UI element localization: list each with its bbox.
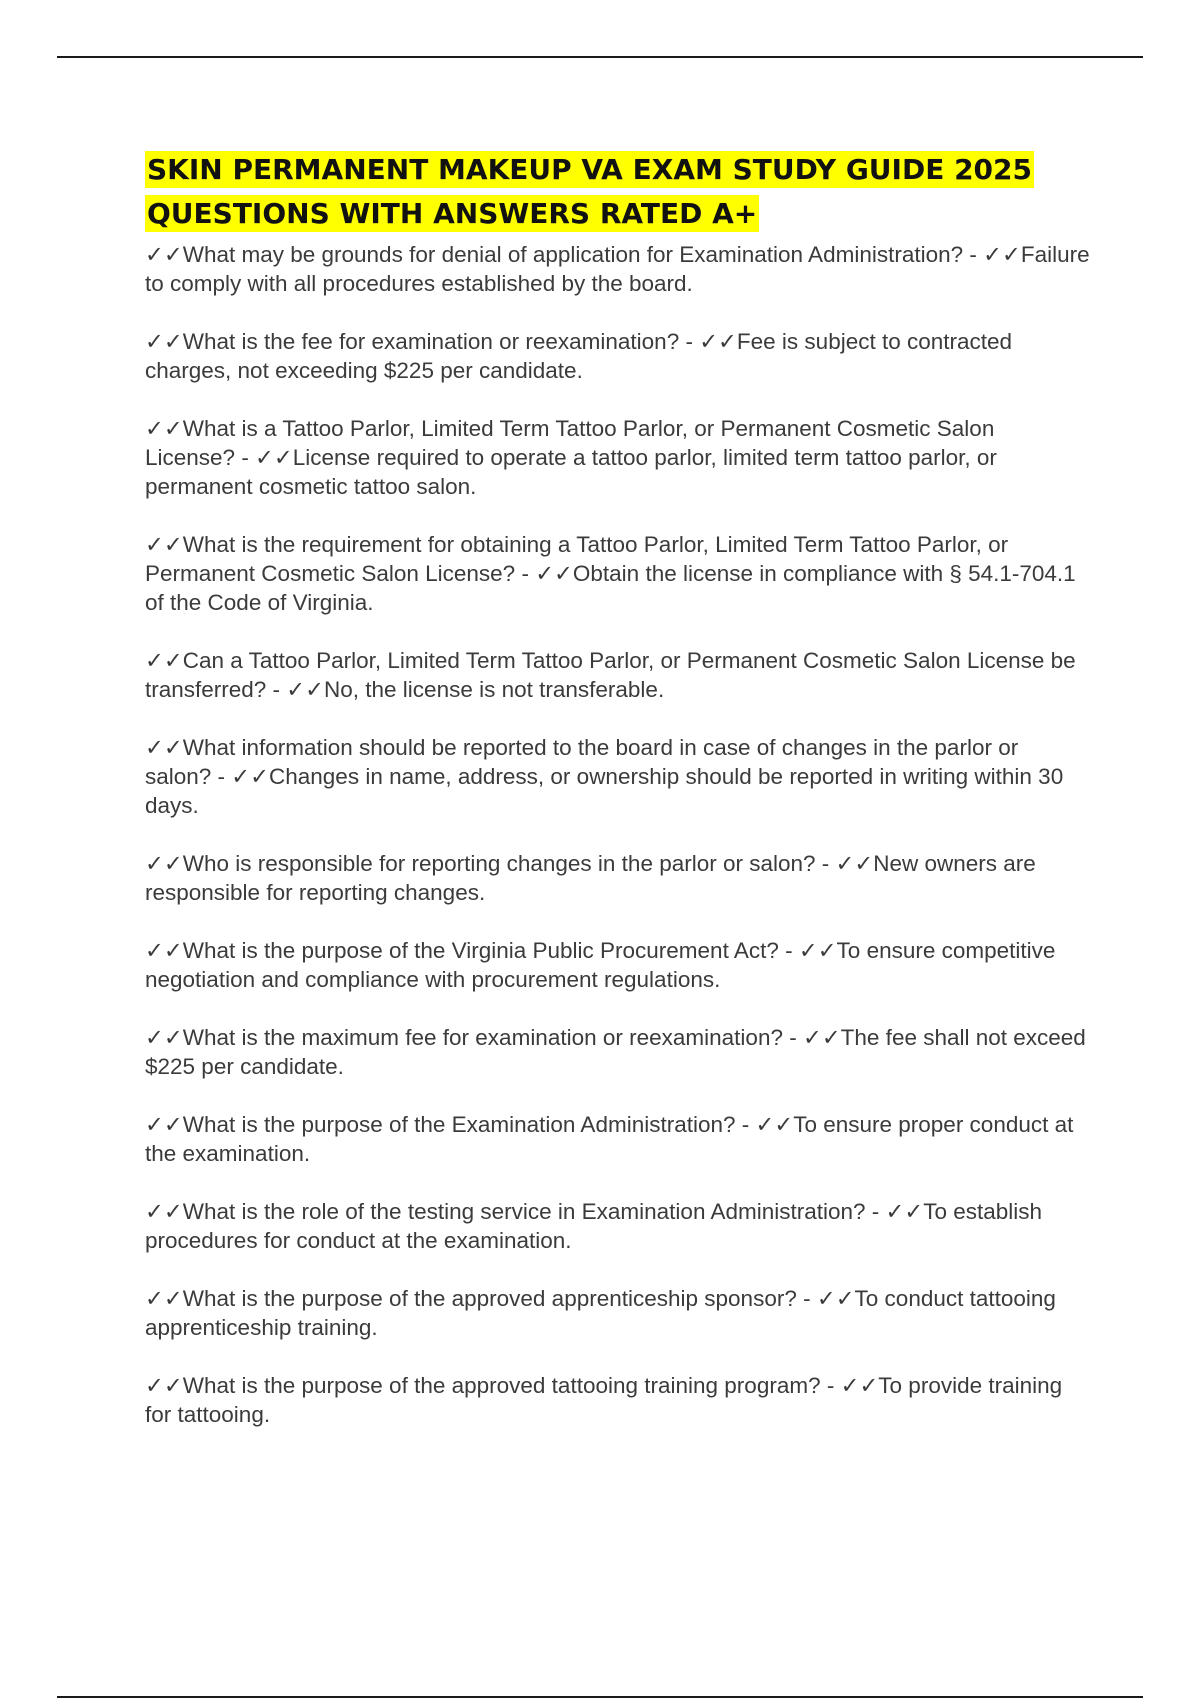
qa-item: ✓✓What is the purpose of the approved tattooing training program? - ✓✓To provide training for tattooing. [145, 1373, 1063, 1427]
qa-item: ✓✓What is the maximum fee for examination or reexamination? - ✓✓The fee shall not exceed $225 per candidate. [145, 1025, 1086, 1079]
qa-item: ✓✓What is the fee for examination or reexamination? - ✓✓Fee is subject to contracted charges, not exceeding $225 per candidate. [145, 329, 1013, 383]
qa-item: ✓✓Who is responsible for reporting changes in the parlor or salon? - ✓✓New owners are responsible for reporting changes. [145, 851, 1036, 905]
qa-item: ✓✓What is the purpose of the approved apprenticeship sponsor? - ✓✓To conduct tattooing apprenticeship training. [145, 1286, 1056, 1340]
qa-item: ✓✓What information should be reported to the board in case of changes in the parlor or salon? - ✓✓Changes in name, address, or ownership should be reported in writing within 30 days. [145, 735, 1064, 818]
document-title [145, 148, 1090, 236]
bottom-rule [57, 1696, 1143, 1698]
title-highlight: SKIN PERMANENT MAKEUP VA EXAM STUDY GUIDE 2025 QUESTIONS WITH ANSWERS RATED A+ [147, 153, 1033, 230]
qa-item: ✓✓Can a Tattoo Parlor, Limited Term Tattoo Parlor, or Permanent Cosmetic Salon License be transferred? - ✓✓No, the license is not transferable. [145, 648, 1076, 702]
top-rule [57, 56, 1143, 58]
qa-item: ✓✓What is the role of the testing service in Examination Administration? - ✓✓To establish procedures for conduct at the examination. [145, 1199, 1043, 1253]
qa-item: ✓✓What may be grounds for denial of application for Examination Administration? - ✓✓Failure to comply with all procedures established by the board. [145, 242, 1090, 296]
document-body [145, 148, 1090, 1458]
qa-item: ✓✓What is the purpose of the Virginia Public Procurement Act? - ✓✓To ensure competitive negotiation and compliance with procurement regulations. [145, 938, 1056, 992]
qa-item: ✓✓What is a Tattoo Parlor, Limited Term Tattoo Parlor, or Permanent Cosmetic Salon License? - ✓✓License required to operate a tattoo parlor, limited term tattoo parlor, or permanent cosmetic tattoo salon. [145, 416, 997, 499]
qa-item: ✓✓What is the requirement for obtaining a Tattoo Parlor, Limited Term Tattoo Parlor, or Permanent Cosmetic Salon License? - ✓✓Obtain the license in compliance with § 54.1-704.1 of the Code of Virginia. [145, 532, 1076, 615]
qa-item: ✓✓What is the purpose of the Examination Administration? - ✓✓To ensure proper conduct at the examination. [145, 1112, 1074, 1166]
